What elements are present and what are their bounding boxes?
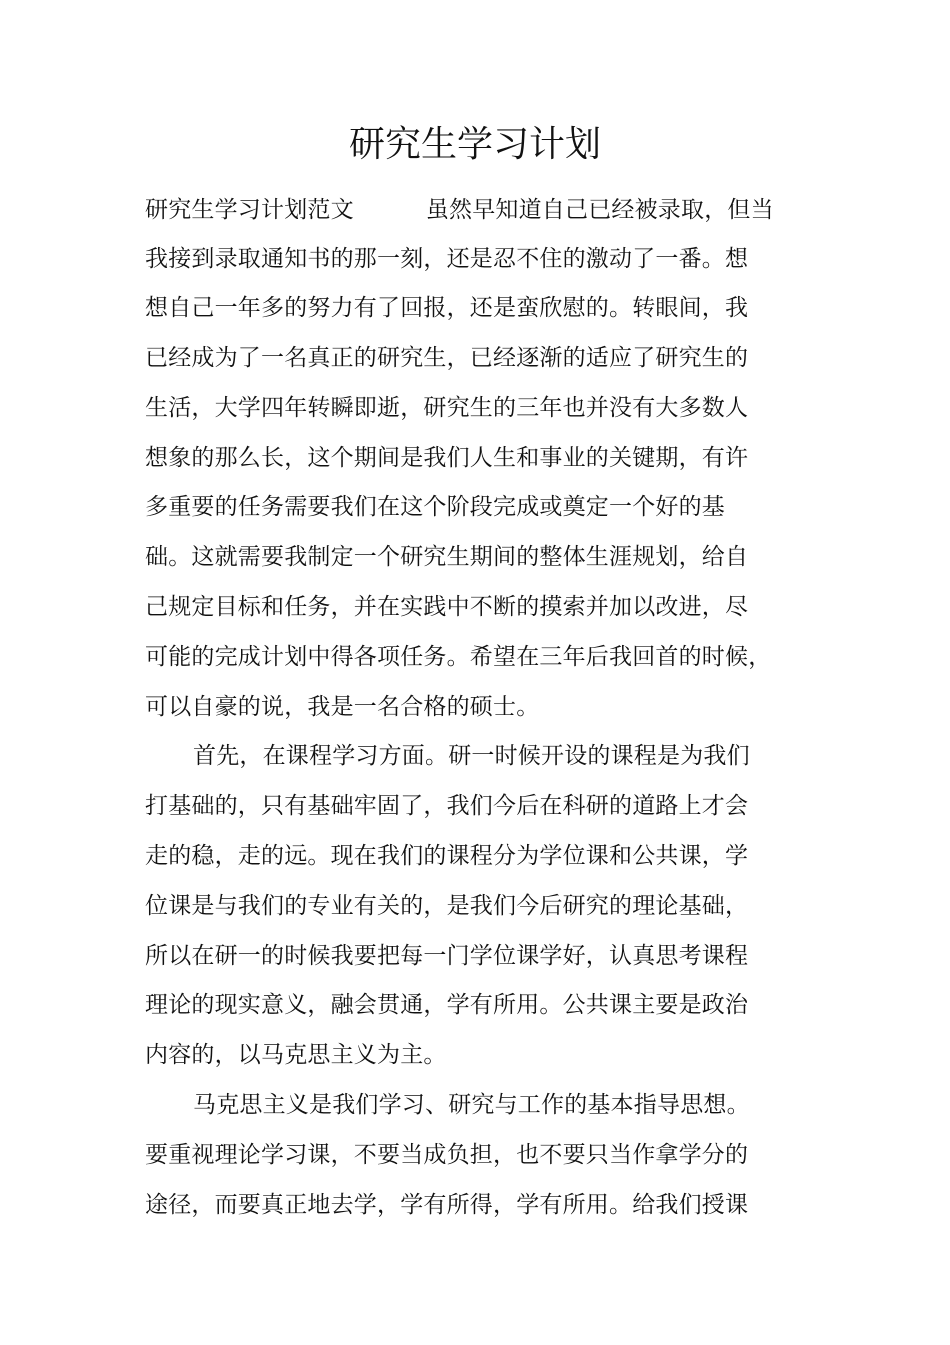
first-line-text: 虽然早知道自己已经被录取，但当	[425, 197, 774, 223]
text-line: 可能的完成计划中得各项任务。希望在三年后我回首的时候，	[145, 644, 772, 670]
paragraph-start-line: 马克思主义是我们学习、研究与工作的基本指导思想。	[193, 1092, 750, 1118]
text-line: 想象的那么长，这个期间是我们人生和事业的关键期，有许	[145, 445, 749, 471]
text-line: 所以在研一的时候我要把每一门学位课学好，认真思考课程	[145, 943, 749, 969]
text-line: 生活，大学四年转瞬即逝，研究生的三年也并没有大多数人	[145, 395, 749, 421]
text-line: 可以自豪的说，我是一名合格的硕士。	[145, 694, 540, 720]
text-line: 要重视理论学习课，不要当成负担，也不要只当作拿学分的	[145, 1142, 749, 1168]
text-line: 理论的现实意义，融会贯通，学有所用。公共课主要是政治	[145, 992, 749, 1018]
paragraph-start-line: 首先，在课程学习方面。研一时候开设的课程是为我们	[193, 743, 750, 769]
text-line	[145, 193, 774, 227]
text-line: 走的稳，走的远。现在我们的课程分为学位课和公共课，学	[145, 843, 749, 869]
text-line: 础。这就需要我制定一个研究生期间的整体生涯规划，给自	[145, 544, 749, 570]
first-line-label: 研究生学习计划范文	[145, 197, 354, 223]
text-line: 已经成为了一名真正的研究生，已经逐渐的适应了研究生的	[145, 345, 749, 371]
text-line: 想自己一年多的努力有了回报，还是蛮欣慰的。转眼间，我	[145, 295, 749, 321]
text-line: 途径，而要真正地去学，学有所得，学有所用。给我们授课	[145, 1192, 749, 1218]
text-line: 打基础的，只有基础牢固了，我们今后在科研的道路上才会	[145, 793, 749, 819]
text-line: 位课是与我们的专业有关的，是我们今后研究的理论基础，	[145, 893, 749, 919]
text-line: 多重要的任务需要我们在这个阶段完成或奠定一个好的基	[145, 494, 725, 520]
text-line: 内容的，以马克思主义为主。	[145, 1042, 447, 1068]
text-line: 己规定目标和任务，并在实践中不断的摸索并加以改进，尽	[145, 594, 749, 620]
text-line: 我接到录取通知书的那一刻，还是忍不住的激动了一番。想	[145, 246, 749, 272]
document-title: 研究生学习计划	[348, 124, 601, 165]
